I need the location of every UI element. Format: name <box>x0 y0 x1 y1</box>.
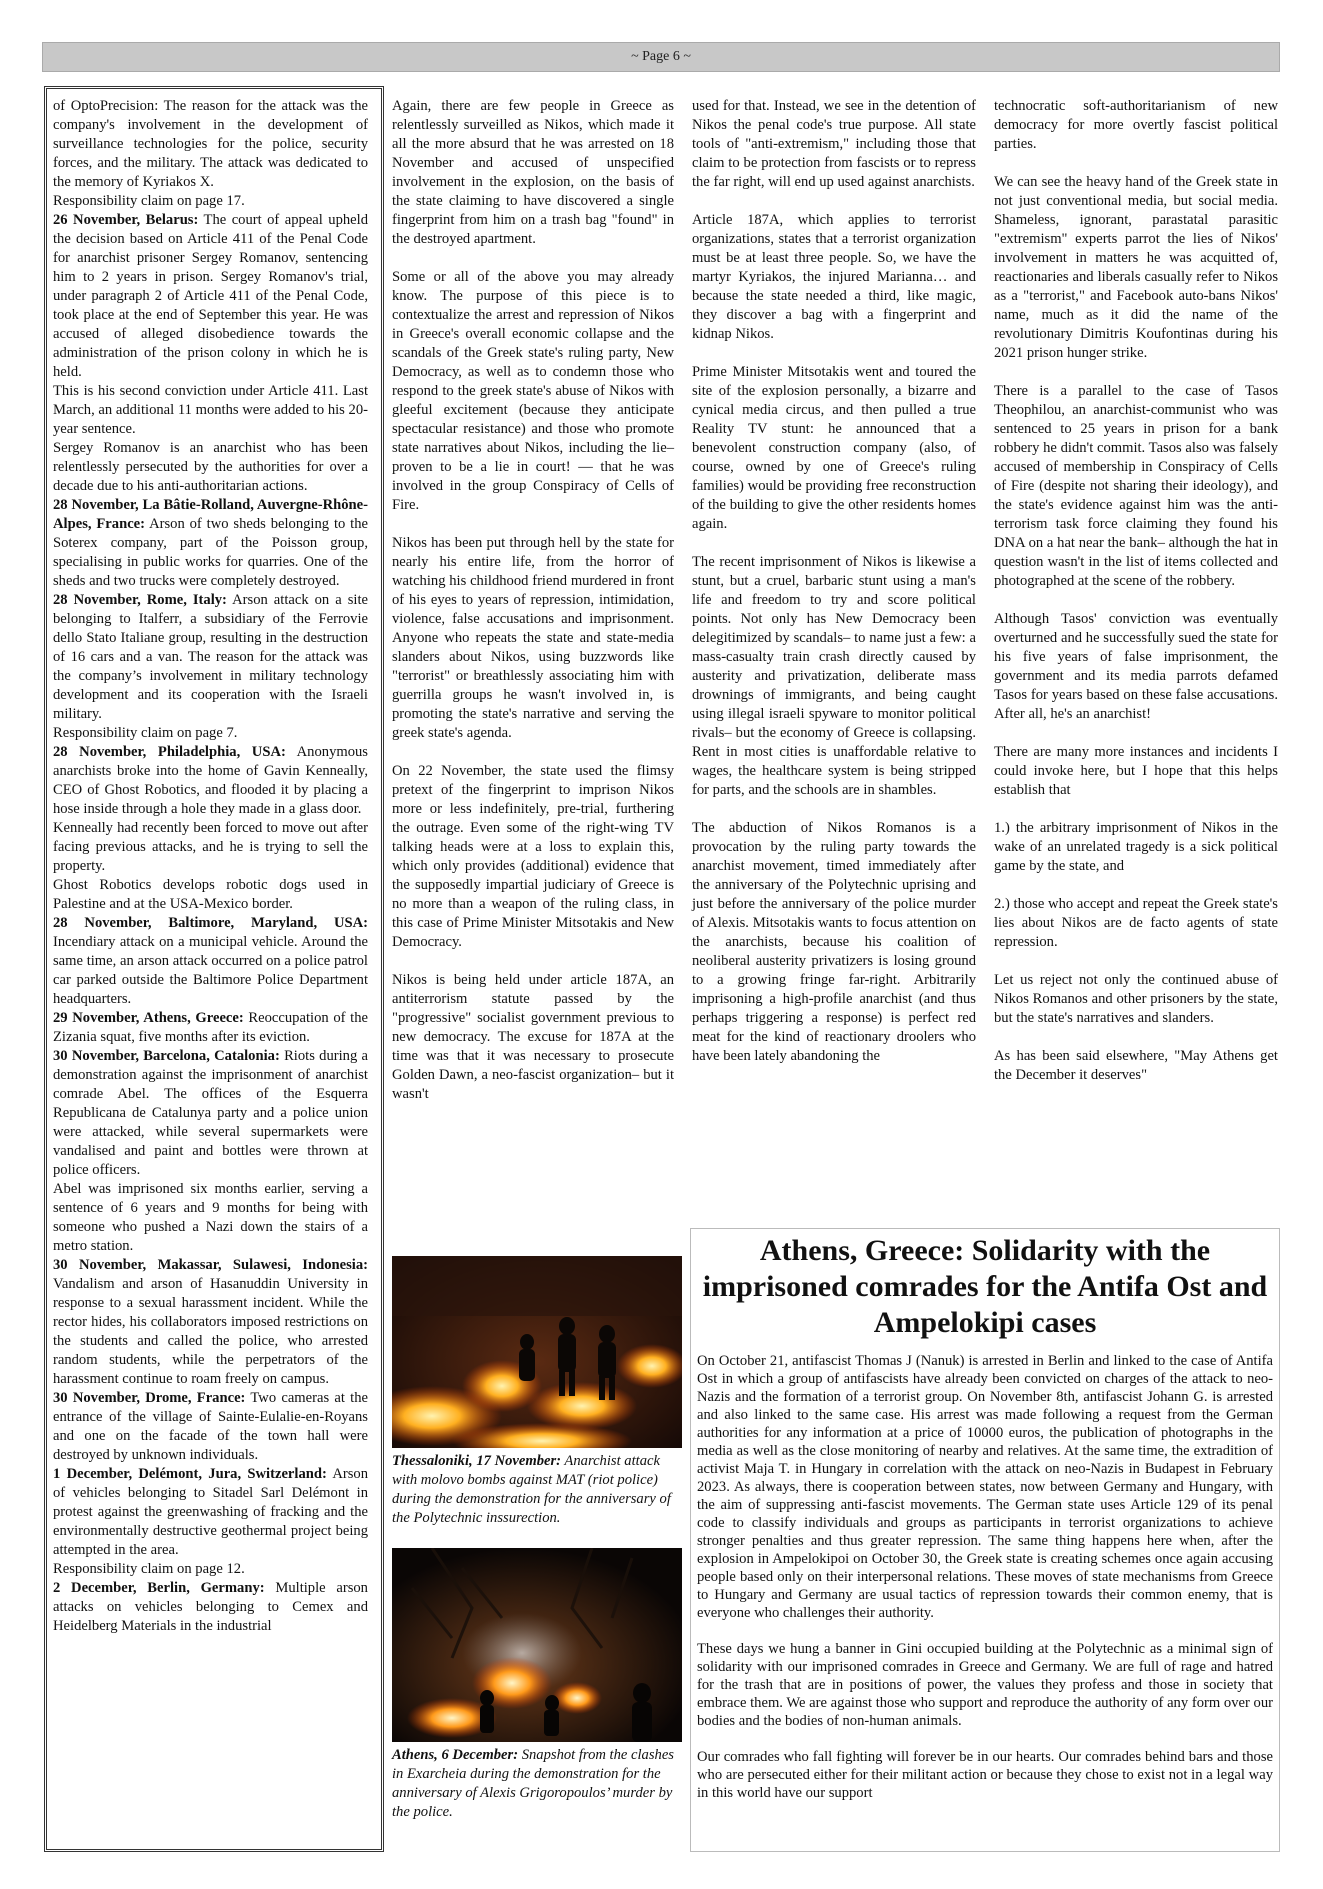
chronology-entry <box>53 1579 368 1636</box>
clashes-scene-image <box>392 1548 682 1742</box>
page-number-label: ~ Page 6 ~ <box>631 49 691 64</box>
article-paragraph: Let us reject not only the continued abuse of Nikos Romanos and other prisoners by the state, but the state's narratives and slanders. <box>994 972 1278 1026</box>
chronology-paragraph: Sergey Romanov is an anarchist who has been relentlessly persecuted by the authorities for over a decade due to his anti-authoritarian actions. <box>53 440 368 494</box>
article-paragraph: The recent imprisonment of Nikos is likewise a stunt, but a cruel, barbaric stunt using a man's life and freedom to try and score political points. Not only has New Democracy been delegitimized by scandals– to name just a few: a mass-casualty train crash directly caused by austerity and privatization, deliberate mass drownings of immigrants, and being caught using illegal israeli spyware to monitor political rivals– but the economy of Greece is collapsing. Rent in most cities is unaffordable relative to wages, the healthcare system is being stripped for parts, and the schools are in shambles. <box>692 554 976 798</box>
article-paragraph: Although Tasos' conviction was eventually overturned and he successfully sued the state for his five years of false imprisonment, the government and its media parrots defamed Tasos for years based on these false accusations. After all, he's an anarchist! <box>994 611 1278 722</box>
entry-title: 30 November, Makassar, Sulawesi, Indonesia: <box>53 1257 368 1273</box>
nikos-article-column-3 <box>692 97 976 1085</box>
chronology-paragraph: Ghost Robotics develops robotic dogs used in Palestine and at the USA-Mexico border. <box>53 877 368 912</box>
chronology-paragraph: This is his second conviction under Article 411. Last March, an additional 11 months were added to his 20-year sentence. <box>53 383 368 437</box>
caption-title: Thessaloniki, 17 November: <box>392 1453 562 1469</box>
entry-text: Arson of vehicles belonging to Sitadel Sarl Delémont in protest against the greenwashing of fracking and the environmentally destructive geothermal project being attempted in the area. <box>53 1466 369 1558</box>
entry-title: 2 December, Berlin, Germany: <box>53 1580 265 1596</box>
chronology-entry <box>53 1009 368 1047</box>
nikos-article-column-2 <box>392 97 674 1123</box>
responsibility-claim: Responsibility claim on page 12. <box>53 1561 245 1577</box>
entry-title: 28 November, La Bâtie-Rolland, Auvergne-Rhône-Alpes, France: <box>53 497 368 532</box>
article-paragraph: We can see the heavy hand of the Greek state in not just conventional media, but social media. Shameless, ignorant, parastatal parasitic "extremism" experts parrot the lies of Nikos' involvement in matters he was acquitted of, reactionaries and liberals casually refer to Nikos as a "terrorist," and Facebook auto-bans Nikos' name, much as it did the name of the revolutionary Dimitris Koufontinas during his 2021 prison hunger strike. <box>994 174 1278 361</box>
article-paragraph: Some or all of the above you may already know. The purpose of this piece is to contextualize the arrest and repression of Nikos in Greece's overall economic collapse and the scandals of the Greek state's ruling party, New Democracy, as well as to condemn those who respond to the greek state's abuse of Nikos with gleeful excitement (because they anticipate spectacular resistance) and those who promote state narratives about Nikos, including the lie– proven to be a lie in court! — that he was involved in the group Conspiracy of Cells of Fire. <box>392 269 674 513</box>
entry-text: Anonymous anarchists broke into the home of Gavin Kenneally, CEO of Ghost Robotics, and flooded it by placing a hose inside through a hole they made in a glass door. <box>53 744 368 817</box>
article-paragraph: There are many more instances and incidents I could invoke here, but I hope that this helps establish that <box>994 744 1278 798</box>
caption-title: Athens, 6 December: <box>392 1747 519 1763</box>
article-paragraph: Nikos has been put through hell by the state for nearly his entire life, from the horror of watching his childhood friend murdered in front of his eyes to years of repression, intimidation, violence, false accusations and imprisonment. Anyone who repeats the state and state-media slanders about Nikos, using buzzwords like "terrorist" or breathlessly associating him with guerrilla groups he wasn't involved in, is promoting the state's narrative and serving the greek state's agenda. <box>392 535 674 741</box>
entry-text: Arson attack on a site belonging to Italferr, a subsidiary of the Ferrovie dello Stato Italiane group, resulting in the destruction of 16 cars and a van. The reason for the attack was the company’s involvement in military technology development and its cooperation with the Israeli military. <box>53 592 368 722</box>
article-paragraph: Article 187A, which applies to terrorist organizations, states that a terrorist organization must be at least three people. So, we have the martyr Kyriakos, the injured Marianna… and because the state needed a third, like magic, they discover a bag with a fingerprint and kidnap Nikos. <box>692 212 976 342</box>
article-paragraph: On 22 November, the state used the flimsy pretext of the fingerprint to imprison Nikos more or less indefinitely, pre-trial, furthering the outrage. Even some of the right-wing TV talking heads were at a loss to explain this, which only provides (additional) evidence that the supposedly impartial judiciary of Greece is no more than a weapon of the ruling class, in this case of Prime Minister Mitsotakis and New Democracy. <box>392 763 674 950</box>
chronology-entry <box>53 1047 368 1180</box>
entry-title: 26 November, Belarus: <box>53 212 199 228</box>
responsibility-claim: Responsibility claim on page 7. <box>53 725 238 741</box>
chronology-entry <box>53 591 368 724</box>
entry-text: Vandalism and arson of Hasanuddin University in response to a sexual harassment incident. While the rector hides, his collaborators imposed restrictions on the students and called the police, who arrested random students, while the perpetrators of the harassment continue to roam freely on campus. <box>53 1276 368 1387</box>
entry-text: Two cameras at the entrance of the village of Sainte-Eulalie-en-Royans and one on the facade of the town hall were destroyed by unknown individuals. <box>53 1390 368 1463</box>
nikos-article-column-4 <box>994 97 1278 1104</box>
caption-text: Anarchist attack with molovo bombs against MAT (riot police) during the demonstration for the anniversary of the Polytechnic inssurection. <box>392 1453 671 1526</box>
article-paragraph: As has been said elsewhere, "May Athens get the December it deserves" <box>994 1048 1278 1083</box>
chronology-entry <box>53 1465 368 1560</box>
entry-title: 30 November, Drome, France: <box>53 1390 246 1406</box>
solidarity-headline: Athens, Greece: Solidarity with the imprisoned comrades for the Antifa Ost and Ampelokipi cases <box>702 1234 1268 1339</box>
solidarity-article-body <box>697 1352 1273 1820</box>
thessaloniki-photo <box>392 1256 682 1448</box>
entry-text: Multiple arson attacks on vehicles belonging to Cemex and Heidelberg Materials in the industrial <box>53 1580 368 1634</box>
athens-photo <box>392 1548 682 1742</box>
article-paragraph: Nikos is being held under article 187A, an antiterrorism statute passed by the "progressive" socialist government previous to new democracy. The excuse for 187A at the time was that it was necessary to prosecute Golden Dawn, a neo-fascist organization– but it wasn't <box>392 972 674 1102</box>
article-paragraph: The abduction of Nikos Romanos is a provocation by the ruling party towards the anarchist movement, timed immediately after the anniversary of the Polytechnic uprising and just before the anniversary of the police murder of Alexis. Mitsotakis wants to focus attention on the anarchists, because his coalition of neoliberal austerity privatizers is losing ground to a growing fringe far-right. Arbitrarily imprisoning a high-profile anarchist (and thus perhaps triggering a response) is perfect red meat for the kind of reactionary droolers who have been lately abandoning the <box>692 820 976 1064</box>
article-paragraph: Our comrades who fall fighting will forever be in our hearts. Our comrades behind bars and those who are persecuted either for their militant action or because they chose to exist not in a legal way in this world have our support <box>697 1749 1273 1801</box>
fire-scene-image <box>392 1256 682 1448</box>
article-paragraph: technocratic soft-authoritarianism of new democracy for more overtly fascist political parties. <box>994 98 1278 152</box>
chronology-entry <box>53 914 368 1009</box>
entry-text: Riots during a demonstration against the imprisonment of anarchist comrade Abel. The offices of the Esquerra Republicana de Catalunya party and a police union were attacked, while several supermarkets were vandalised and paint and bottles were thrown at police officers. <box>53 1048 368 1178</box>
entry-title: 30 November, Barcelona, Catalonia: <box>53 1048 280 1064</box>
article-paragraph: These days we hung a banner in Gini occupied building at the Polytechnic as a minimal sign of solidarity with our imprisoned comrades in Greece and Germany. We are full of rage and hatred for the trash that are in positions of power, the values they profess and those in society that embrace them. We are against those who support and reproduce the authority of any form over our bodies and the bodies of non-human animals. <box>697 1641 1273 1729</box>
entry-text: Incendiary attack on a municipal vehicle. Around the same time, an arson attack occurred on a police patrol car parked outside the Baltimore Police Department headquarters. <box>53 934 368 1007</box>
article-paragraph: There is a parallel to the case of Tasos Theophilou, an anarchist-communist who was sentenced to 25 years in prison for a bank robbery he didn't commit. Tasos also was falsely accused of membership in Conspiracy of Cells of Fire (despite not sharing their ideology), and the state's evidence against him was the anti-terrorism task force claiming they found his DNA on a hat near the bank– although the hat in question wasn't in the list of items collected and photographed at the scene of the robbery. <box>994 383 1278 589</box>
entry-title: 28 November, Rome, Italy: <box>53 592 227 608</box>
article-paragraph: 2.) those who accept and repeat the Greek state's lies about Nikos are de facto agents of state repression. <box>994 896 1278 950</box>
entry-title: 28 November, Philadelphia, USA: <box>53 744 286 760</box>
page-number-bar <box>42 42 1280 72</box>
article-paragraph: Prime Minister Mitsotakis went and toured the site of the explosion personally, a bizarre and cynical media circus, and then pulled a true Reality TV stunt: he announced that a benevolent construction company (also, of course, owned by one of Greece's ruling families) would be providing free reconstruction of the building to give the other residents homes again. <box>692 364 976 532</box>
entry-title: 29 November, Athens, Greece: <box>53 1010 244 1026</box>
entry-title: 1 December, Delémont, Jura, Switzerland: <box>53 1466 327 1482</box>
chronology-entry <box>53 496 368 591</box>
thessaloniki-caption <box>392 1452 682 1528</box>
responsibility-claim: Responsibility claim on page 17. <box>53 193 245 209</box>
chronology-entry <box>53 211 368 382</box>
chronology-entry <box>53 1256 368 1389</box>
athens-caption <box>392 1746 682 1822</box>
article-paragraph: On October 21, antifascist Thomas J (Nanuk) is arrested in Berlin and linked to the case of Antifa Ost in which a group of antifascists have already been convicted on charges of the attack to neo-Nazis and the formation of a terrorist group. On November 8th, antifascist Johann G. is arrested and also linked to the same case. His arrest was made following a request from the German authorities for any information at a price of 10000 euros, the publication of photographs in the media as well as the close monitoring of nearby and relatives. At the same time, the extradition of activist Maja T. in Hungary in correlation with the attack on neo-Nazis in Budapest in February 2023. As always, there is cooperation between states, now between Germany and Hungary, with the aim of suppressing anti-fascist movements. The German state uses Article 129 of its penal code to classify individuals and groups as participants in terrorist organizations to achieve stronger penalties and thus greater repression. The same thing happens here when, after the explosion in Ampelokipoi on October 30, the Greek state is creating schemes once again accusing people based only on their interpersonal relations. These moves of state mechanisms from Greece to Hungary and Germany are usual tactics of repression towards their common enemy, that is everyone who challenges their authority. <box>697 1353 1273 1621</box>
entry-title: 28 November, Baltimore, Maryland, USA: <box>53 915 368 931</box>
chronology-entry <box>53 1389 368 1465</box>
article-paragraph: Again, there are few people in Greece as relentlessly surveilled as Nikos, which made it all the more absurd that he was arrested on 18 November and accused of unspecified involvement in the explosion, on the basis of the state claiming to have discovered a single fingerprint from him on a trash bag "found" in the destroyed apartment. <box>392 98 674 247</box>
entry-text: Reoccupation of the Zizania squat, five months after its eviction. <box>53 1010 369 1045</box>
chronology-paragraph: of OptoPrecision: The reason for the attack was the company's involvement in the development of surveillance technologies for the police, security forces, and the military. The attack was dedicated to the memory of Kyriakos X. <box>53 98 368 190</box>
caption-text: Snapshot from the clashes in Exarcheia during the demonstration for the anniversary of Alexis Grigoropoulos’ murder by the police. <box>392 1747 674 1820</box>
article-paragraph: used for that. Instead, we see in the detention of Nikos the penal code's true purpose. All state tools of "anti-extremism," including those that claim to be protection from fascists or to repress the far right, will end up used against anarchists. <box>692 98 976 190</box>
chronology-column <box>53 97 368 1636</box>
article-paragraph: 1.) the arbitrary imprisonment of Nikos in the wake of an unrelated tragedy is a sick political game by the state, and <box>994 820 1278 874</box>
chronology-paragraph: Abel was imprisoned six months earlier, serving a sentence of 6 years and 9 months for being with someone who pushed a Nazi down the stairs of a metro station. <box>53 1181 368 1254</box>
entry-text: Arson of two sheds belonging to the Soterex company, part of the Poisson group, specialising in public works for quarries. One of the sheds and two trucks were completely destroyed. <box>53 516 368 589</box>
chronology-entry <box>53 743 368 819</box>
chronology-paragraph: Kenneally had recently been forced to move out after facing previous attacks, and he is trying to sell the property. <box>53 820 368 874</box>
entry-text: The court of appeal upheld the decision based on Article 411 of the Penal Code for anarchist prisoner Sergey Romanov, sentencing him to 2 years in prison. Sergey Romanov's trial, under paragraph 2 of Article 411 of the Penal Code, took place at the end of September this year. He was accused of alleged disobedience towards the administration of the prison colony in which he is held. <box>53 212 368 380</box>
